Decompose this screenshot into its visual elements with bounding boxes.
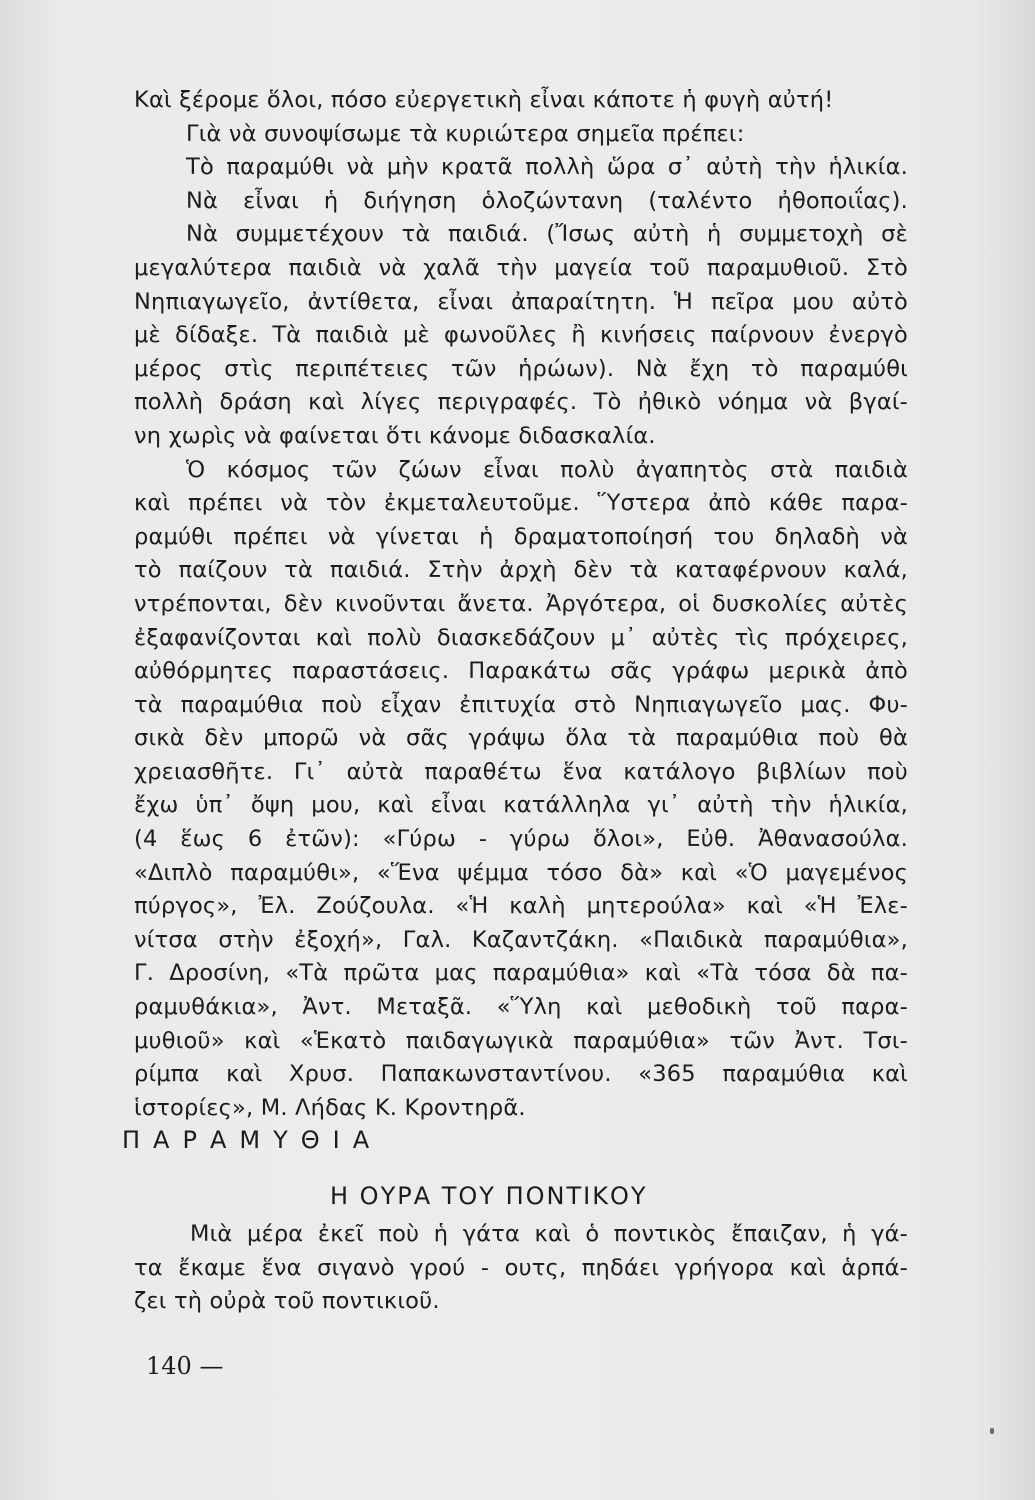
text-line: μὲ δίδαξε. Τὰ παιδιὰ μὲ φωνοῦλες ἢ κινήσεις παίρνουν ἐνεργὸ <box>134 322 908 349</box>
text-line: ραμυθάκια», Ἀντ. Μεταξᾶ. «Ὕλη καὶ μεθοδικὴ τοῦ παρα- <box>134 994 908 1021</box>
text-line: μεγαλύτερα παιδιὰ νὰ χαλᾶ τὴν μαγεία τοῦ παραμυθιοῦ. Στὸ <box>134 254 908 281</box>
text-line: τὸ παίζουν τὰ παιδιά. Στὴν ἀρχὴ δὲν τὰ καταφέρνουν καλά, <box>134 557 908 584</box>
story-title: Η ΟΥΡΑ ΤΟΥ ΠΟΝΤΙΚΟΥ <box>330 1182 648 1210</box>
text-line: (4 ἕως 6 ἐτῶν): «Γύρω - γύρω ὅλοι», Εὐθ. Ἀθανασούλα. <box>134 826 908 853</box>
text-line: αὐθόρμητες παραστάσεις. Παρακάτω σᾶς γράφω μερικὰ ἀπὸ <box>134 658 908 685</box>
text-line: Νὰ συμμετέχουν τὰ παιδιά. (Ἴσως αὐτὴ ἡ συμμετοχὴ σὲ <box>186 221 908 248</box>
text-line: ρίμπα καὶ Χρυσ. Παπακωνσταντίνου. «365 παραμύθια καὶ <box>134 1061 908 1088</box>
text-line: νίτσα στὴν ἐξοχή», Γαλ. Καζαντζάκη. «Παιδικὰ παραμύθια», <box>134 926 908 953</box>
text-line: σικὰ δὲν μπορῶ νὰ σᾶς γράψω ὅλα τὰ παραμύθια ποὺ θὰ <box>134 725 908 752</box>
text-line: μέρος στὶς περιπέτειες τῶν ἡρώων). Νὰ ἔχη τὸ παραμύθι <box>134 355 908 382</box>
text-line: ἔχω ὑπ᾽ ὄψη μου, καὶ εἶναι κατάλληλα γι᾽ αὐτὴ τὴν ἡλικία, <box>134 792 908 819</box>
body-text <box>134 84 908 1125</box>
text-line: Καὶ ξέρομε ὅλοι, πόσο εὐεργετικὴ εἶναι κάποτε ἡ φυγὴ αὐτή! <box>134 87 834 113</box>
text-line: Γ. Δροσίνη, «Τὰ πρῶτα μας παραμύθια» καὶ «Τὰ τόσα δὰ πα- <box>134 960 908 987</box>
text-line: ἐξαφανίζονται καὶ πολὺ διασκεδάζουν μ᾽ αὐτὲς τὶς πρόχειρες, <box>134 624 908 651</box>
text-line: ζει τὴ οὐρὰ τοῦ ποντικιοῦ. <box>134 1288 440 1315</box>
text-line: Γιὰ νὰ συνοψίσωμε τὰ κυριώτερα σημεῖα πρέπει: <box>186 120 745 147</box>
text-line: μυθιοῦ» καὶ «Ἑκατὸ παιδαγωγικὰ παραμύθια» τῶν Ἀντ. Τσι- <box>134 1027 908 1054</box>
text-line: πολλὴ δράση καὶ λίγες περιγραφές. Τὸ ἠθικὸ νόημα νὰ βγαί- <box>134 389 908 416</box>
text-line: καὶ πρέπει νὰ τὸν ἐκμεταλευτοῦμε. Ὕστερα ἀπὸ κάθε παρα- <box>134 490 908 517</box>
text-line: χρειασθῆτε. Γι᾽ αὐτὰ παραθέτω ἕνα κατάλογο βιβλίων ποὺ <box>134 758 908 785</box>
story-text <box>134 1218 908 1319</box>
text-line: ραμύθι πρέπει νὰ γίνεται ἡ δραματοποίησή του δηλαδὴ νὰ <box>134 523 908 550</box>
scan-speck <box>990 1428 994 1434</box>
text-line: «Διπλὸ παραμύθι», «Ἕνα ψέμμα τόσο δὰ» καὶ «Ὁ μαγεμένος <box>134 859 908 886</box>
text-line: ντρέπονται, δὲν κινοῦνται ἄνετα. Ἀργότερα, οἱ δυσκολίες αὐτὲς <box>134 590 908 617</box>
page-number: 140 — <box>146 1352 224 1380</box>
text-line: Νὰ εἶναι ἡ διήγηση ὁλοζώντανη (ταλέντο ἠθοποιΐας). <box>186 187 908 214</box>
text-line: πύργος», Ἐλ. Ζούζουλα. «Ἡ καλὴ μητερούλα» καὶ «Ἡ Ἐλε- <box>134 893 908 920</box>
text-line: Νηπιαγωγεῖο, ἀντίθετα, εἶναι ἀπαραίτητη. Ἡ πεῖρα μου αὐτὸ <box>134 288 908 315</box>
text-line: Ὁ κόσμος τῶν ζώων εἶναι πολὺ ἀγαπητὸς στὰ παιδιὰ <box>186 456 908 483</box>
text-line: νη χωρὶς νὰ φαίνεται ὅτι κάνομε διδασκαλία. <box>134 422 656 449</box>
text-line: Μιὰ μέρα ἐκεῖ ποὺ ἡ γάτα καὶ ὁ ποντικὸς ἔπαιζαν, ἡ γά- <box>190 1221 908 1247</box>
text-line: τα ἔκαμε ἕνα σιγανὸ γρού - ουτς, πηδάει γρήγορα καὶ ἁρπά- <box>134 1254 908 1281</box>
section-heading: ΠΑΡΑΜΥΘΙΑ <box>122 1126 383 1154</box>
text-line: ἱστορίες», Μ. Λήδας Κ. Κροντηρᾶ. <box>134 1094 526 1121</box>
text-line: Τὸ παραμύθι νὰ μὴν κρατᾶ πολλὴ ὥρα σ᾽ αὐτὴ τὴν ἡλικία. <box>186 154 908 181</box>
text-line: τὰ παραμύθια ποὺ εἶχαν ἐπιτυχία στὸ Νηπιαγωγεῖο μας. Φυ- <box>134 691 908 718</box>
